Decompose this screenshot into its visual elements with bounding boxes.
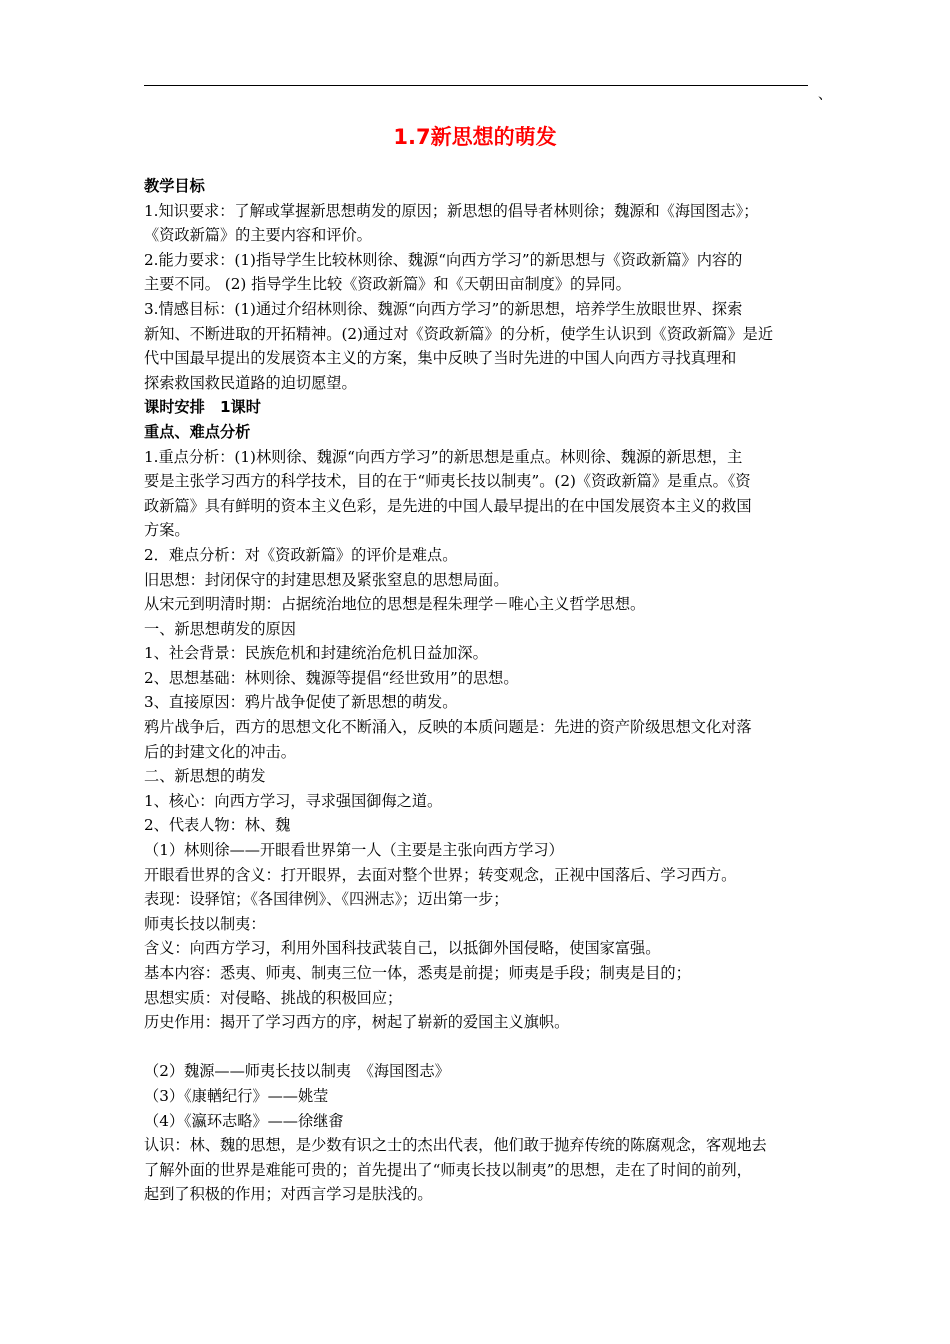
document-title: 1.7新思想的萌发 <box>393 125 557 149</box>
body-line: 主要不同。 (2) 指导学生比较《资政新篇》和《天朝田亩制度》的异同。 <box>144 275 631 294</box>
body-line: 1.知识要求：了解或掌握新思想萌发的原因；新思想的倡导者林则徐；魏源和《海国图志》； <box>144 201 759 220</box>
body-line: 3.情感目标：(1)通过介绍林则徐、魏源“向西方学习”的新思想，培养学生放眼世界、探索 <box>144 299 743 318</box>
body-line: 2.能力要求：(1)指导学生比较林则徐、魏源“向西方学习”的新思想与《资政新篇》内容的 <box>144 250 743 269</box>
body-line: （4）《瀛环志略》——徐继畬 <box>144 1111 344 1130</box>
body-line: 2、代表人物：林、魏 <box>144 816 291 835</box>
body-line: （1）林则徐——开眼看世界第一人（主要是主张向西方学习） <box>144 841 564 860</box>
body-line: 政新篇》具有鲜明的资本主义色彩，是先进的中国人最早提出的在中国发展资本主义的救国 <box>144 496 752 515</box>
body-line: 后的封建文化的冲击。 <box>144 742 296 761</box>
body-line: 从宋元到明清时期：占据统治地位的思想是程朱理学－唯心主义哲学思想。 <box>144 595 646 614</box>
body-line: 2．难点分析：对《资政新篇》的评价是难点。 <box>144 545 458 564</box>
body-line: 认识：林、魏的思想，是少数有识之士的杰出代表，他们敢于抛弃传统的陈腐观念，客观地去 <box>144 1136 767 1155</box>
section-heading: 课时安排 1课时 <box>144 398 261 417</box>
body-line: 基本内容：悉夷、师夷、制夷三位一体，悉夷是前提；师夷是手段；制夷是目的； <box>144 964 691 982</box>
body-line: 历史作用：揭开了学习西方的序，树起了崭新的爱国主义旗帜。 <box>144 1013 570 1032</box>
blank-line <box>144 1035 814 1060</box>
body-line: 旧思想：封闭保守的封建思想及紧张窒息的思想局面。 <box>144 570 509 589</box>
body-line: 起到了积极的作用；对西言学习是肤浅的。 <box>144 1185 433 1204</box>
body-line: 1、核心：向西方学习，寻求强国御侮之道。 <box>144 791 443 810</box>
body-line: 代中国最早提出的发展资本主义的方案，集中反映了当时先进的中国人向西方寻找真理和 <box>144 349 737 368</box>
body-line: （2）魏源——师夷长技以制夷 《海国图志》 <box>144 1062 450 1081</box>
body-line: 要是主张学习西方的科学技术，目的在于“师夷长技以制夷”。(2)《资政新篇》是重点。《资 <box>144 472 751 491</box>
body-line: 1.重点分析：(1)林则徐、魏源“向西方学习”的新思想是重点。林则徐、魏源的新思想，主 <box>144 447 743 466</box>
section-heading: 重点、难点分析 <box>144 422 251 441</box>
section-heading: 教学目标 <box>144 177 205 195</box>
header-mark: 、 <box>818 87 832 103</box>
body-line: 1、社会背景：民族危机和封建统治危机日益加深。 <box>144 644 488 663</box>
body-line: 2、思想基础：林则徐、魏源等提倡“经世致用”的思想。 <box>144 668 519 687</box>
body-line: 新知、不断进取的开拓精神。(2)通过对《资政新篇》的分析，使学生认识到《资政新篇》是近 <box>144 324 774 343</box>
body-line: 思想实质：对侵略、挑战的积极回应； <box>144 988 403 1007</box>
header-rule <box>144 85 808 86</box>
body-line: 一、新思想萌发的原因 <box>144 619 296 638</box>
body-line: 方案。 <box>144 521 190 540</box>
body-line: 师夷长技以制夷： <box>144 914 266 933</box>
body-line: 含义：向西方学习，利用外国科技武装自己，以抵御外国侵略，使国家富强。 <box>144 939 661 958</box>
body-line: （3）《康輶纪行》——姚莹 <box>144 1086 329 1105</box>
body-line: 二、新思想的萌发 <box>144 767 266 786</box>
document-body <box>144 174 814 1207</box>
body-line: 表现：设驿馆；《各国律例》、《四洲志》；迈出第一步； <box>144 890 509 909</box>
body-line: 鸦片战争后，西方的思想文化不断涌入，反映的本质问题是：先进的资产阶级思想文化对落 <box>144 718 752 737</box>
body-line: 3、直接原因：鸦片战争促使了新思想的萌发。 <box>144 693 458 712</box>
body-line: 探索救国救民道路的迫切愿望。 <box>144 373 357 392</box>
body-line: 《资政新篇》的主要内容和评价。 <box>144 226 372 245</box>
body-line: 了解外面的世界是难能可贵的；首先提出了“师夷长技以制夷”的思想，走在了时间的前列， <box>144 1160 752 1179</box>
body-line: 开眼看世界的含义：打开眼界，去面对整个世界；转变观念，正视中国落后、学习西方。 <box>144 865 737 884</box>
